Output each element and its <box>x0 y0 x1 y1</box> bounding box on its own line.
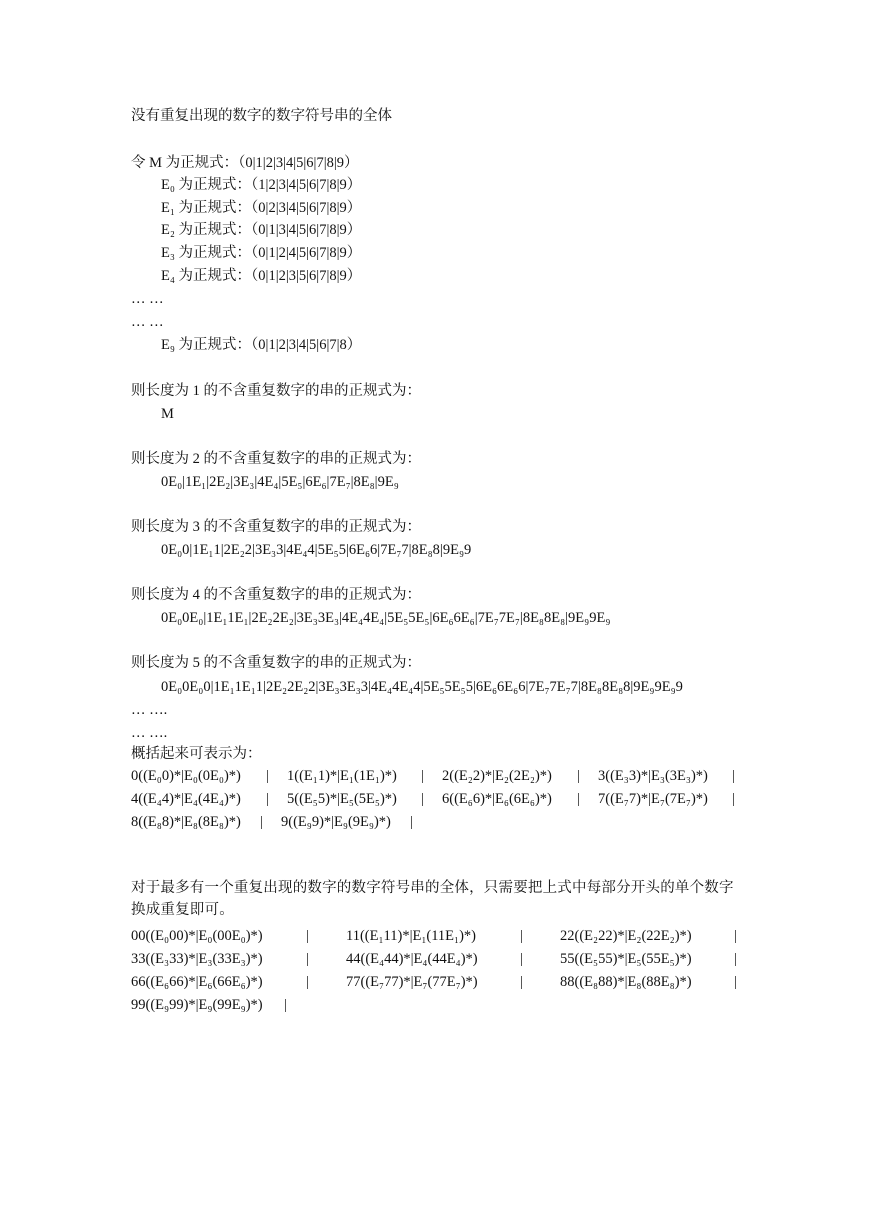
summary2-term: 55((E₅55)*|E₅(55E₅)*) <box>560 951 692 967</box>
summary2-term: 00((E₀00)*|E₀(00E₀)*) <box>131 928 263 944</box>
document-title: 没有重复出现的数字的数字符号串的全体 <box>131 108 392 124</box>
len2-expr: 0E₀|1E₁|2E₂|3E₃|4E₄|5E₅|6E₆|7E₇|8E₈|9E₉ <box>161 474 399 490</box>
summary-term: 4((E₄4)*|E₄(4E₄)*) <box>131 791 241 807</box>
def-e1: E₁ 为正规式：（0|2|3|4|5|6|7|8|9） <box>161 200 362 216</box>
summary2-term: 99((E₉99)*|E₉(99E₉)*) <box>131 997 263 1013</box>
separator: | <box>732 791 735 807</box>
separator: | <box>306 951 309 967</box>
def-e3: E₃ 为正规式：（0|1|2|4|5|6|7|8|9） <box>161 245 362 261</box>
summary-term: 3((E₃3)*|E₃(3E₃)*) <box>598 768 708 784</box>
len2-heading: 则长度为 2 的不含重复数字的串的正规式为： <box>131 451 421 467</box>
summary2-term: 44((E₄44)*|E₄(44E₄)*) <box>346 951 478 967</box>
summary2-row <box>131 925 738 947</box>
separator: | <box>260 814 263 830</box>
summary-term: 2((E₂2)*|E₂(2E₂)*) <box>442 768 552 784</box>
def-ellipsis-1: … … <box>131 291 164 307</box>
separator: | <box>577 768 580 784</box>
summary-heading: 概括起来可表示为： <box>131 746 262 762</box>
separator: | <box>266 768 269 784</box>
summary2-term: 66((E₆66)*|E₆(66E₆)*) <box>131 974 263 990</box>
summary-row <box>131 788 738 810</box>
ellipsis-line-2: … …. <box>131 725 168 741</box>
summary2-row <box>131 994 738 1016</box>
len1-expr: M <box>161 406 174 422</box>
separator: | <box>306 928 309 944</box>
summary2-term: 88((E₈88)*|E₈(88E₈)*) <box>560 974 692 990</box>
summary-term: 1((E₁1)*|E₁(1E₁)*) <box>287 768 397 784</box>
separator: | <box>306 974 309 990</box>
ellipsis-line-1: … …. <box>131 702 168 718</box>
len3-heading: 则长度为 3 的不含重复数字的串的正规式为： <box>131 519 421 535</box>
summary2-term: 11((E₁11)*|E₁(11E₁)*) <box>346 928 476 944</box>
summary2-term: 77((E₇77)*|E₇(77E₇)*) <box>346 974 478 990</box>
def-m: 令 M 为正规式：（0|1|2|3|4|5|6|7|8|9） <box>131 155 359 171</box>
separator: | <box>520 928 523 944</box>
summary-term: 7((E₇7)*|E₇(7E₇)*) <box>598 791 708 807</box>
separator: | <box>734 974 737 990</box>
separator: | <box>421 768 424 784</box>
summary-row <box>131 811 738 833</box>
summary-term: 9((E₉9)*|E₉(9E₉)*) <box>281 814 391 830</box>
summary-term: 5((E₅5)*|E₅(5E₅)*) <box>287 791 397 807</box>
len5-expr: 0E₀0E₀0|1E₁1E₁1|2E₂2E₂2|3E₃3E₃3|4E₄4E₄4|5E₅5E₅5|6E₆6E₆6|7E₇7E₇7|8E₈8E₈8|9E₉9E₉9 <box>161 679 683 695</box>
summary-term: 8((E₈8)*|E₈(8E₈)*) <box>131 814 241 830</box>
separator: | <box>266 791 269 807</box>
separator: | <box>410 814 413 830</box>
summary2-term: 22((E₂22)*|E₂(22E₂)*) <box>560 928 692 944</box>
separator: | <box>734 951 737 967</box>
def-e2: E₂ 为正规式：（0|1|3|4|5|6|7|8|9） <box>161 222 362 238</box>
summary2-term: 33((E₃33)*|E₃(33E₃)*) <box>131 951 263 967</box>
def-e9: E₉ 为正规式：（0|1|2|3|4|5|6|7|8） <box>161 337 362 353</box>
len5-heading: 则长度为 5 的不含重复数字的串的正规式为： <box>131 655 421 671</box>
separator: | <box>520 951 523 967</box>
summary2-row <box>131 971 738 993</box>
len3-expr: 0E₀0|1E₁1|2E₂2|3E₃3|4E₄4|5E₅5|6E₆6|7E₇7|8E₈8|9E₉9 <box>161 542 472 558</box>
summary2-row <box>131 948 738 970</box>
note-paragraph: 对于最多有一个重复出现的数字的数字符号串的全体，只需要把上式中每部分开头的单个数字换成重复即可。 <box>131 880 734 918</box>
separator: | <box>577 791 580 807</box>
separator: | <box>732 768 735 784</box>
summary-row <box>131 765 738 787</box>
separator: | <box>520 974 523 990</box>
len4-expr: 0E₀0E₀|1E₁1E₁|2E₂2E₂|3E₃3E₃|4E₄4E₄|5E₅5E₅|6E₆6E₆|7E₇7E₇|8E₈8E₈|9E₉9E₉ <box>161 610 611 626</box>
summary-term: 0((E₀0)*|E₀(0E₀)*) <box>131 768 241 784</box>
def-e0: E₀ 为正规式：（1|2|3|4|5|6|7|8|9） <box>161 177 362 193</box>
summary-term: 6((E₆6)*|E₆(6E₆)*) <box>442 791 552 807</box>
def-ellipsis-2: … … <box>131 314 164 330</box>
separator: | <box>734 928 737 944</box>
len4-heading: 则长度为 4 的不含重复数字的串的正规式为： <box>131 587 421 603</box>
separator: | <box>284 997 287 1013</box>
separator: | <box>421 791 424 807</box>
def-e4: E₄ 为正规式：（0|1|2|3|5|6|7|8|9） <box>161 268 362 284</box>
len1-heading: 则长度为 1 的不含重复数字的串的正规式为： <box>131 383 421 399</box>
